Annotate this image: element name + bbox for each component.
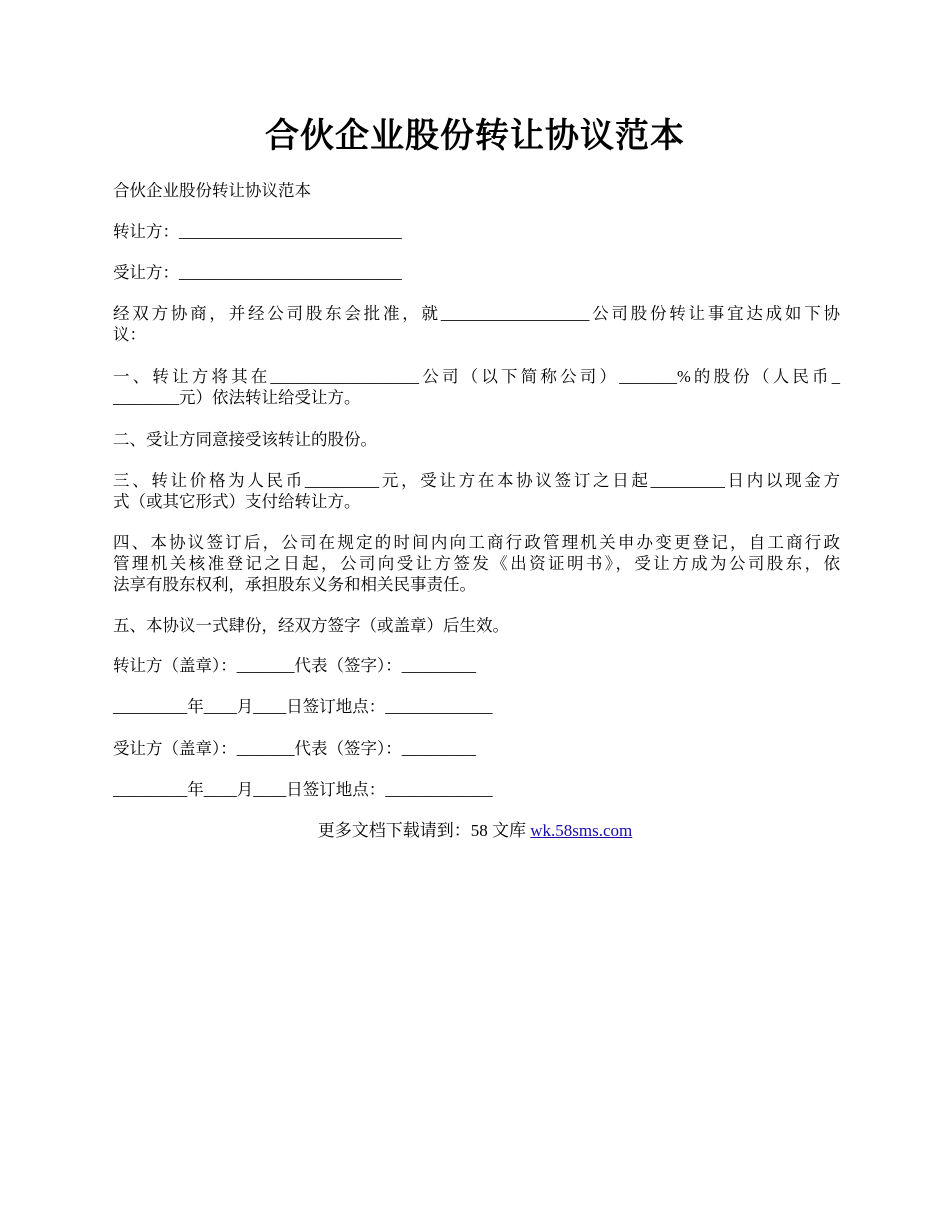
- clause-5: 五、本协议一式肆份，经双方签字（或盖章）后生效。: [113, 616, 509, 635]
- document-title: 合伙企业股份转让协议范本: [265, 116, 685, 156]
- transferor-date-line: _________年____月____日签订地点：_____________: [113, 697, 493, 716]
- clause-1: 一、转让方将其在__________________公司（以下简称公司）_______%的股份（人民币_ ________元）依法转让给受让方。: [113, 367, 840, 407]
- clause-2: 二、受让方同意接受该转让的股份。: [113, 430, 377, 449]
- transferor-seal-line: 转让方（盖章）：_______代表（签字）：_________: [113, 656, 476, 675]
- footer-text: 更多文档下载请到：58 文库: [317, 821, 531, 840]
- transferee-line: 受让方：___________________________: [113, 263, 402, 282]
- footer-link[interactable]: wk.58sms.com: [530, 821, 633, 840]
- transferee-date-line: _________年____月____日签订地点：_____________: [113, 780, 493, 799]
- clause-4: 四、本协议签订后，公司在规定的时间内向工商行政管理机关申办变更登记，自工商行政 管理机关核准登记之日起，公司向受让方签发《出资证明书》，受让方成为公司股东，依 法享有股东权利，承担股东义务和相关民事责任。: [113, 533, 840, 594]
- transferee-seal-line: 受让方（盖章）：_______代表（签字）：_________: [113, 739, 476, 758]
- transferor-line: 转让方：___________________________: [113, 222, 402, 241]
- document-subtitle: 合伙企业股份转让协议范本: [113, 181, 311, 200]
- intro-paragraph: 经双方协商，并经公司股东会批准，就__________________公司股份转让事宜达成如下协 议：: [113, 304, 840, 344]
- download-footer: [0, 820, 950, 842]
- clause-3: 三、转让价格为人民币_________元，受让方在本协议签订之日起_________日内以现金方 式（或其它形式）支付给转让方。: [113, 471, 840, 511]
